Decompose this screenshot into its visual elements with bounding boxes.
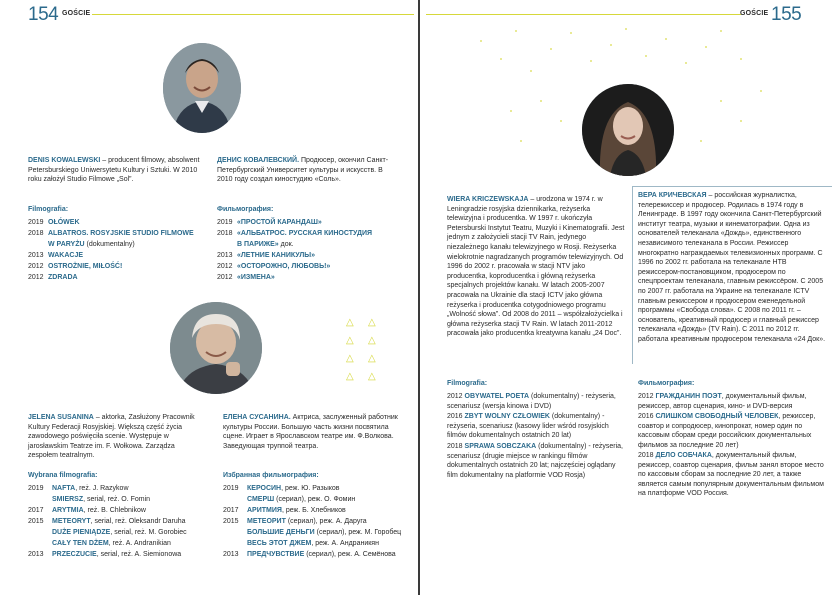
filmography-item	[638, 451, 830, 499]
film-title: АРИТМИЯ	[247, 507, 282, 514]
filmography-item	[217, 218, 412, 228]
bio-text-ru-jelena: Актриса, заслуженный работник культуры России. Большую часть жизни посвятила сцене. Играет в Ярославском театре им. Ф.Волкова. Заведующая труппой театра.	[223, 414, 398, 450]
film-title: КЕРОСИН	[247, 485, 282, 492]
film-year: 2012	[447, 393, 465, 400]
film-title: МЕТЕОРИТ	[247, 518, 286, 525]
film-title: SMIERSZ	[52, 496, 84, 503]
decorative-dot	[665, 38, 667, 40]
film-year: 2012	[28, 274, 44, 281]
filmography-item	[28, 550, 218, 560]
portrait-denis-image	[163, 43, 241, 133]
filmography-item	[28, 495, 218, 505]
film-title: «ПРОСТОЙ КАРАНДАШ»	[237, 219, 322, 226]
filmography-item	[28, 484, 218, 494]
filmography-item	[638, 412, 830, 450]
film-year: 2013	[28, 551, 44, 558]
film-title: DUŻE PIENIĄDZE	[52, 529, 111, 536]
decorative-dot	[645, 55, 647, 57]
film-title: SPRAWA SOBCZAKA	[464, 443, 537, 450]
film-year: 2018	[28, 230, 44, 237]
name-pl-jelena: JELENA SUSANINA	[28, 414, 94, 421]
film-details: , serial, reż. Oleksandr Daruha	[90, 518, 186, 525]
film-details: , reż. B. Chlebnikow	[83, 507, 146, 514]
header-rule-left	[92, 14, 414, 15]
filmography-item	[638, 392, 830, 411]
film-year: 2016	[447, 413, 465, 420]
page-number-left: 154	[28, 4, 59, 25]
film-details: , реж. Ю. Разыков	[281, 485, 340, 492]
bio-text-pl-jelena: – aktorka, Zasłużony Pracownik Kultury Federacji Rosyjskiej. Większą część życia zawodowego poświęciła scenie. Występuje w jarosławskim Teatrze im. F. Wołkowa. Zarządza zespołem teatralnym.	[28, 414, 195, 460]
filmography-item	[28, 218, 213, 228]
film-year: 2018	[447, 443, 465, 450]
film-details: , reż. A. Andranikian	[108, 540, 171, 547]
bio-ru-denis	[217, 156, 395, 185]
film-year: 2012	[28, 263, 44, 270]
filmography-heading-ru-wiera: Фильмография:	[638, 380, 695, 387]
film-year: 2019	[28, 485, 44, 492]
portrait-jelena-image	[170, 302, 262, 394]
ru-box-left-rule	[632, 186, 633, 364]
film-details: , режиссер, соавтор и сопродюсер, кинопрокат, номер один по кассовым сборам среди российских документальных фильмов за последние 20 лет)	[638, 413, 816, 449]
film-title: «ЛЕТНИЕ КАНИКУЛЫ»	[237, 252, 316, 259]
film-details: , реж. Б. Хлебников	[281, 507, 346, 514]
film-details: (dokumentalny) - reżyseria, scenariusz (kasowy lider wśród rosyjskich filmów dokumentalnych ostatnich 20 lat)	[447, 413, 609, 440]
film-details: (dokumentalny) - reżyseria, scenariusz (drugie miejsce w rankingu filmów dokumentalnych ostatnich 20 lat; najczęściej oglądany film dokumentalny na platformie VOD Rosja)	[447, 443, 623, 479]
filmography-heading-ru-jelena: Избранная фильмография:	[223, 472, 319, 479]
film-year: 2016	[638, 413, 656, 420]
filmography-item	[28, 528, 218, 538]
film-title: «ОСТОРОЖНО, ЛЮБОВЬ!»	[237, 263, 331, 270]
film-title: NAFTA	[52, 485, 76, 492]
name-ru-jelena: ЕЛЕНА СУСАНИНА.	[223, 414, 291, 421]
decorative-dot	[550, 48, 552, 50]
triangle-icon: △	[368, 335, 376, 346]
bio-text-pl-wiera: – urodzona w 1974 r. w Leningradzie rosyjska dziennikarka, reżyserka telewizyjna i producentka. W 1997 r. ukończyła Petersburski Instytut Teatru, Muzyki i Kinematografii. Jest jednym z założycieli stacji TV Rain, jedynego niezależnego kanału telewizyjnego w Rosji. Reżyserka wielokrotnie nagradzanych programów telewizyjnych. Od 1996 do 2002 r. pracowała w stacji NTV jako producentka, koproducentka i główną reżyserka specjalnych projektów kanału. W latach 2005-2007 pracowała na Ukrainie dla stacji ICTV jako główna reżyserka i producentka cotygodniowego programu „Wolność słowa”. Od 2008 do 2011 – współzałożycielka i główna reżyserka stacji TV Rain. W latach 2011-2012 pracowała jako producentka kreatywna kanału „24 Doc”.	[447, 196, 625, 338]
filmography-item	[28, 506, 218, 516]
filmography-heading-ru-denis: Фильмография:	[217, 206, 274, 213]
filmography-heading-pl-wiera: Filmografia:	[447, 380, 488, 387]
film-year: 2013	[28, 252, 44, 259]
name-pl-wiera: WIERA KRICZEWSKAJA	[447, 196, 529, 203]
film-details: , serial, reż. A. Siemionowa	[96, 551, 182, 558]
bio-pl-denis	[28, 156, 206, 185]
film-year: 2015	[223, 518, 239, 525]
filmography-item	[447, 392, 627, 411]
film-year: 2015	[28, 518, 44, 525]
film-title: CAŁY TEN DŻEM	[52, 540, 109, 547]
filmography-item	[223, 506, 415, 516]
film-details: , reż. J. Razykow	[75, 485, 129, 492]
filmography-item	[217, 251, 412, 261]
triangle-icon: △	[346, 335, 354, 346]
filmography-item	[447, 442, 627, 480]
bio-ru-jelena	[223, 413, 403, 451]
film-title: ZBYT WOLNY CZŁOWIEK	[464, 413, 550, 420]
filmography-heading-pl-denis: Filmografia:	[28, 206, 69, 213]
film-title: OSTROŻNIE, MIŁOŚĆ!	[48, 263, 123, 270]
film-year: 2012	[217, 274, 233, 281]
name-ru-wiera: ВЕРА КРИЧЕВСКАЯ	[638, 192, 707, 199]
header-label-left: GOŚCIE	[62, 10, 91, 17]
filmography-item	[28, 229, 213, 239]
decorative-dot	[520, 140, 522, 142]
decorative-dot	[740, 120, 742, 122]
filmography-item	[223, 484, 415, 494]
film-details: , документальный фильм, режиссер, автор сценария, кино- и DVD-версия	[638, 393, 807, 410]
name-pl-denis: DENIS KOWALEWSKI	[28, 157, 101, 164]
bio-text-ru-wiera: – российская журналистка, телережиссер и продюсер. Родилась в 1974 году в Ленинграде. В 1997 году окончила Санкт-Петербургский институт театра, музыки и кинематографии. Одна из основателей телеканала «Дождь», единственного независимого телеканала в России. Режиссер многократно награждаемых телевизионных программ. С 1996 по 2002 гг. работала на телеканале НТВ режиссером-постановщиком, продюсером по спецпроектам телеканала, главным режиссёром. С 2005 по 2007 гг. работала на Украине на телеканале ICTV главным режиссером и продюсером еженедельной программы «Свобода слова». С 2008 по 2011 гг. – основатель, креативный продюсер и главный режиссер телеканала «Дождь» (TV Rain). С 2011 по 2012 гг. работала креативным продюсером телеканала «24 Док».	[638, 192, 826, 343]
film-title: OBYWATEL POETA	[464, 393, 530, 400]
decorative-dot	[685, 62, 687, 64]
decorative-dot	[705, 46, 707, 48]
name-ru-denis: ДЕНИС КОВАЛЕВСКИЙ.	[217, 157, 300, 164]
right-page	[420, 0, 839, 595]
film-title: ARYTMIA	[52, 507, 84, 514]
filmography-item	[223, 495, 415, 505]
portrait-jelena-susanina	[170, 302, 262, 394]
filmography-item	[28, 240, 213, 250]
filmography-item	[217, 229, 412, 239]
bio-text-pl-denis: – producent filmowy, absolwent Petersburskiego Uniwersytetu Kultury i Sztuki. W 2010 roku założył Studio Filmowe „Sol”.	[28, 157, 200, 184]
film-details: , serial, reż. O. Fomin	[83, 496, 151, 503]
film-title: ALBATROS. ROSYJSKIE STUDIO FILMOWE	[48, 230, 194, 237]
page-number-right: 155	[771, 4, 802, 25]
decorative-dot	[760, 90, 762, 92]
decorative-dot	[530, 70, 532, 72]
film-year: 2013	[217, 252, 233, 259]
film-title: СЛИШКОМ СВОБОДНЫЙ ЧЕЛОВЕК	[655, 413, 779, 420]
header-label-right: GOŚCIE	[740, 10, 769, 17]
film-title: СМЕРШ	[247, 496, 275, 503]
filmography-item	[28, 539, 218, 549]
triangle-icon: △	[346, 353, 354, 364]
film-details: , документальный фильм, режиссер, соавтор сценария, фильм занял второе место по кассовым сборам за последние 20 лет, а также является самым популярным документальным фильмом на платформе VOD Россия.	[638, 452, 824, 498]
film-year: 2018	[217, 230, 233, 237]
film-title: PRZECZUCIE	[52, 551, 97, 558]
triangle-icon: △	[368, 353, 376, 364]
film-details: док.	[278, 241, 294, 248]
film-title: W PARYŻU	[48, 241, 85, 248]
film-year: 2012	[217, 263, 233, 270]
decorative-dot	[480, 40, 482, 42]
film-details: (сериал), реж. О. Фомин	[274, 496, 356, 503]
filmography-item	[223, 528, 415, 538]
film-year: 2018	[638, 452, 656, 459]
film-details: , реж. А. Андраникян	[311, 540, 379, 547]
film-title: БОЛЬШИЕ ДЕНЬГИ	[247, 529, 315, 536]
film-year: 2017	[28, 507, 44, 514]
film-details: (dokumentalny)	[84, 241, 135, 248]
portrait-wiera-kriczewskaja	[582, 84, 674, 176]
decorative-dot	[720, 100, 722, 102]
film-details: (сериал), реж. М. Горобец	[314, 529, 402, 536]
filmography-item	[223, 517, 415, 527]
film-title: ВЕСЬ ЭТОТ ДЖЕМ	[247, 540, 312, 547]
film-title: METEORYT	[52, 518, 91, 525]
film-title: OŁÓWEK	[48, 219, 80, 226]
film-year: 2017	[223, 507, 239, 514]
ru-box-top-rule	[632, 186, 832, 187]
filmography-item	[447, 412, 627, 441]
filmography-heading-pl-jelena: Wybrana filmografia:	[28, 472, 98, 479]
header-rule-right	[426, 14, 741, 15]
film-details: (сериал), реж. А. Семёнова	[304, 551, 396, 558]
film-year: 2019	[28, 219, 44, 226]
film-year: 2019	[217, 219, 233, 226]
film-title: ZDRADA	[48, 274, 78, 281]
decorative-dot	[610, 44, 612, 46]
film-title: «АЛЬБАТРОС. РУССКАЯ КИНОСТУДИЯ	[237, 230, 373, 237]
film-details: (dokumentalny) - reżyseria, scenariusz (wersja kinowa i DVD)	[447, 393, 616, 410]
bio-ru-wiera	[638, 191, 830, 345]
film-title: ГРАЖДАНИН ПОЭТ	[655, 393, 722, 400]
triangle-icon: △	[368, 317, 376, 328]
filmography-item	[217, 240, 412, 250]
decorative-dot	[500, 58, 502, 60]
filmography-item	[28, 262, 213, 272]
bio-pl-wiera	[447, 195, 625, 339]
film-title: ДЕЛО СОБЧАКА	[655, 452, 712, 459]
film-year: 2019	[223, 485, 239, 492]
film-details: (сериал), реж. А. Даруга	[285, 518, 367, 525]
film-year: 2013	[223, 551, 239, 558]
decorative-dot	[700, 140, 702, 142]
decorative-dot	[720, 30, 722, 32]
filmography-item	[28, 251, 213, 261]
triangle-icon: △	[368, 371, 376, 382]
decorative-dot	[560, 120, 562, 122]
filmography-item	[223, 550, 415, 560]
triangle-icon: △	[346, 317, 354, 328]
decorative-dot	[540, 100, 542, 102]
portrait-denis-kowalewski	[163, 43, 241, 133]
film-year: 2012	[638, 393, 656, 400]
decorative-dot	[515, 30, 517, 32]
film-details: , serial, reż. M. Gorobiec	[110, 529, 187, 536]
filmography-item	[28, 273, 213, 283]
filmography-item	[28, 517, 218, 527]
film-title: WAKACJE	[48, 252, 84, 259]
left-page	[0, 0, 419, 595]
film-title: ПРЕДЧУВСТВИЕ	[247, 551, 305, 558]
decorative-dot	[510, 110, 512, 112]
film-title: В ПАРИЖЕ»	[237, 241, 279, 248]
decorative-dot	[625, 28, 627, 30]
triangle-icon: △	[346, 371, 354, 382]
decorative-dot	[740, 58, 742, 60]
decorative-dot	[570, 32, 572, 34]
bio-pl-jelena	[28, 413, 206, 461]
filmography-item	[217, 273, 412, 283]
bio-text-ru-denis: Продюсер, окончил Санкт-Петербургский Университет культуры и искусств. В 2010 году создал киностудию «Соль».	[217, 157, 389, 184]
portrait-wiera-image	[582, 84, 674, 176]
filmography-item	[217, 262, 412, 272]
film-title: «ИЗМЕНА»	[237, 274, 275, 281]
filmography-item	[223, 539, 415, 549]
decorative-dot	[590, 60, 592, 62]
